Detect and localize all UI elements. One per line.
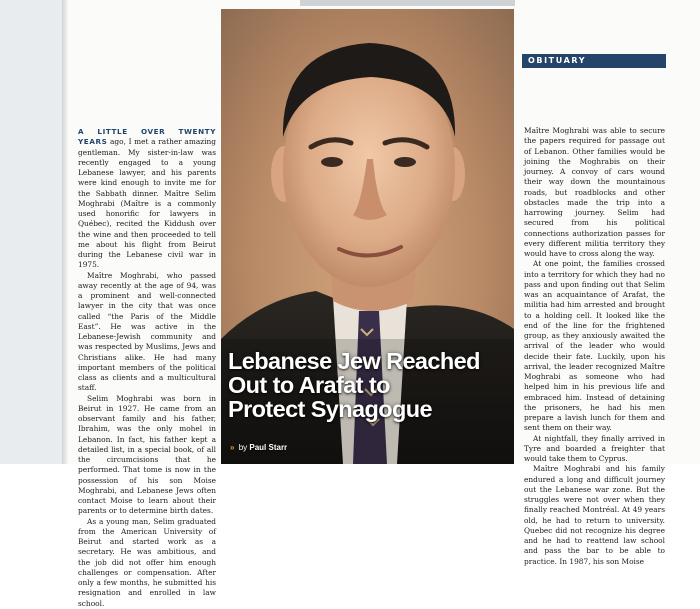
article-byline (230, 443, 287, 452)
page-gutter (0, 0, 62, 464)
article-paragraph: Selim Moghrabi was born in Beirut in 1927. He came from an observant family and his father, Ibrahim, was the only mohel in Lebanon. In fact, his father kept a detailed list, in a special book, of all the circumcisions that he performed. That tome is now in the possession of his son Moise Moghrabi, and Lebanese Jews often contact Moise to learn about their parents or to determine birth dates. (78, 393, 216, 516)
previous-page-edge (300, 0, 515, 6)
article-paragraph: As a young man, Selim graduated from the American University of Beirut and started work as a secretary. He was ambitious, and the job did not offer him enough challenges or compensation. After only a few months, he submitted his resignation and enrolled in law school. (78, 516, 216, 608)
headline-line: Protect Synagogue (228, 396, 432, 422)
byline-arrows-icon: » (230, 443, 235, 452)
headline-line: Out to Arafat to (228, 372, 390, 398)
page-fold-shadow (62, 0, 68, 464)
article-paragraph-text: ago, I met a rather amazing gentleman. My sister-in-law was recently engaged to a young Lebanese lawyer, and his parents were kind enough to invite me for the Sabbath dinner. Maître Selim Moghrabi (Maître is a commonly used honorific for lawyers in Québec), recited the Kiddush over the wine and then proceeded to tell me about his flight from Beirut during the Lebanese civil war in 1975. (78, 137, 216, 270)
article-lead-in: A LITTLE OVER TWENTY YEARS (78, 127, 216, 147)
article-column-right (524, 126, 665, 567)
byline-prefix: by (238, 443, 248, 452)
article-column-left (78, 127, 216, 609)
article-paragraph: Maître Moghrabi and his family endured a long and difficult journey out the Lebanese war zone. But the struggles were not over when they finally reached Montréal. At 49 years old, he had to return to university. Quebec did not recognize his degree and he had to reattend law school and pass the bar to be able to practice. In 1987, his son Moise (524, 464, 665, 566)
article-paragraph: At nightfall, they finally arrived in Tyre and boarded a freighter that would take them to Cyprus. (524, 433, 665, 463)
article-paragraph: At one point, the families crossed into a territory for which they had no pass and upon finding out that Selim was an acquaintance of Arafat, the militia had him arrested and brought to a holding cell. It looked like the end of the line for the frightened group, as they anxiously awaited the arrival of the leader who would decide their fate. Luckily, upon his arrival, the leader recognized Maître Moghrabi as someone who had helped him in his previous life and embraced him. Instead of detaining the prisoners, he had his men prepare a lavish lunch for them and sent them on their way. (524, 259, 665, 433)
article-paragraph (78, 127, 216, 271)
article-paragraph: Maître Moghrabi, who passed away recently at the age of 94, was a prominent and well-connected lawyer in the city that was once called “the Paris of the Middle East”. He was active in the Lebanese-Jewish community and was respected by Muslims, Jews and Christians alike. He had many important members of the political class as clients and a multicultural staff. (78, 270, 216, 393)
section-label: OBITUARY (528, 56, 587, 65)
article-headline (228, 349, 514, 421)
article-paragraph: Maître Moghrabi was able to secure the papers required for passage out of Lebanon. Other families would be joining the Moghrabis on their journey. A convoy of cars wound their way down the mountainous roads, but roadblocks and other obstacles made the trip into a harrowing journey. Selim had secured from his political connections authorization passes for every different militia territory they would have to cross along the way. (524, 126, 665, 258)
byline-author: Paul Starr (249, 443, 288, 452)
headline-line: Lebanese Jew Reached (228, 348, 480, 374)
